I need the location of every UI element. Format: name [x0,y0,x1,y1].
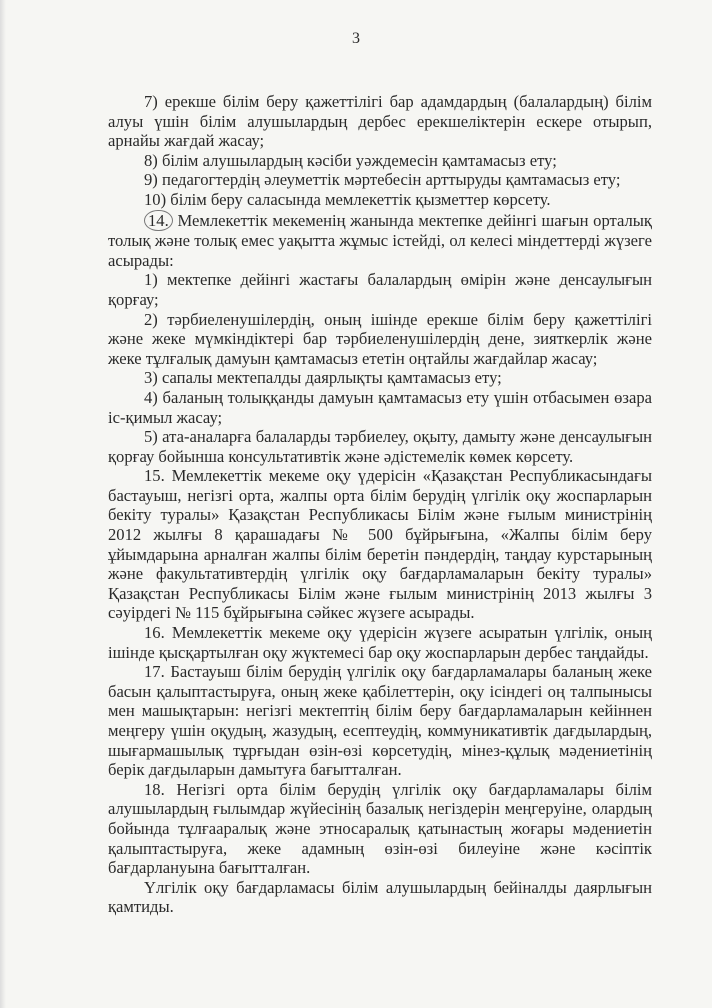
paragraph: 2) тәрбиеленушілердің, оның ішінде ерекше білім беру қажеттілігі және жеке мүмкіндіктері бар тәрбиеленушілердің дене, зияткерлік және жеке тұлғалық дамуын қамтамасыз ететін оңтайлы жағдайлар жасау; [108,309,652,368]
paragraph: 4) баланың толыққанды дамуын қамтамасыз ету үшін отбасымен өзара іс-қимыл жасау; [108,387,652,427]
paragraph: 17. Бастауыш білім берудің үлгілік оқу бағдарламалары баланың жеке басын қалыптастыруға, оның жеке қабілеттерін, оқу ісіндегі оң талпынысы мен машықтарын: негізгі мектептің білім беру бағдарламаларын кейіннен меңгеру үшін оқудың, жазудың, есептеудің, коммуникативтік дағдылардың, шығармашылық тұрғыдан өзін-өзі көрсетудің, мінез-құлық мәдениетінің берік дағдыларын дамытуға бағытталған. [108,662,652,780]
paragraph: 15. Мемлекеттік мекеме оқу үдерісін «Қазақстан Республикасындағы бастауыш, негізгі орта, жалпы орта білім берудің үлгілік оқу жоспарларын бекіту туралы» Қазақстан Республикасы Білім және ғылым министрінің 2012 жылғы 8 қарашадағы № 500 бұйрығына, «Жалпы білім беру ұйымдарына арналған жалпы білім беретін пәндердің, таңдау курстарының және факультативтердің үлгілік оқу бағдарламаларын бекіту туралы» Қазақстан Республикасы Білім және ғылым министрінің 2013 жылғы 3 сәуірдегі № 115 бұйрығына сәйкес жүзеге асырады. [108,466,652,623]
paragraph: 5) ата-аналарға балаларды тәрбиелеу, оқыту, дамыту және денсаулығын қорғау бойынша консультативтік және әдістемелік көмек көрсету. [108,427,652,466]
paragraph: 7) ерекше білім беру қажеттілігі бар адамдардың (балалардың) білім алуы үшін білім алушылардың дербес ерекшеліктерін ескере отырып, арнайы жағдай жасау; [108,92,652,151]
paragraph: 1) мектепке дейінгі жастағы балалардың өмірін және денсаулығын қорғау; [108,270,652,309]
paragraph: 3) сапалы мектепалды даярлықты қамтамасыз ету; [144,368,502,388]
paragraph: 8) білім алушылардың кәсіби уәждемесін қамтамасыз ету; [144,150,557,170]
paragraph: 18. Негізгі орта білім берудің үлгілік оқу бағдарламалары білім алушылардың ғылымдар жүйесінің базалық негіздерін меңгеруіне, олардың бойында тұлғааралық және этносаралық қатынастың жоғары мәдениетін қалыптастыруға, жеке адамның өзін-өзі билеуіне және кәсіптік бағдарлануына бағытталған. [108,779,652,878]
paragraph-14 [108,210,652,271]
page-number: 3 [352,30,360,47]
page-edge-shadow [0,0,6,1008]
paragraph-text: Мемлекеттік мекеменің жанында мектепке дейінгі шағын орталық толық және толық емес уақытта жұмыс істейді, ол келесі міндеттерді жүзеге асырады: [108,210,652,270]
document-body [108,92,652,917]
paragraph: Үлгілік оқу бағдарламасы білім алушылардың бейіналды даярлығын қамтиды. [108,877,652,917]
circled-clause-number: 14. [144,210,173,232]
paragraph: 10) білім беру саласында мемлекеттік қызметтер көрсету. [144,189,551,209]
paragraph: 9) педагогтердің әлеуметтік мәртебесін арттыруды қамтамасыз ету; [144,170,621,190]
paragraph: 16. Мемлекеттік мекеме оқу үдерісін жүзеге асыратын үлгілік, оның ішінде қысқартылған оқу жүктемесі бар оқу жоспарларын дербес таңдайды. [108,623,652,662]
